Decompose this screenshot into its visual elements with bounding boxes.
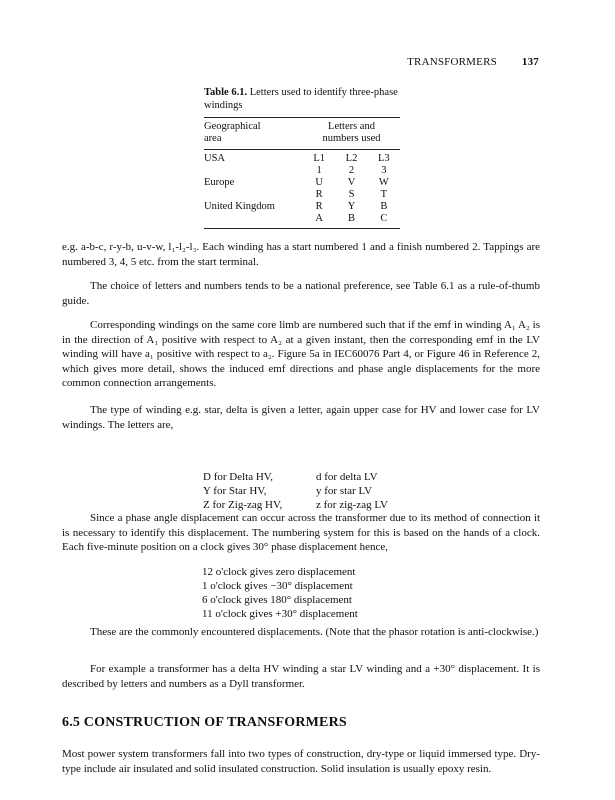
letters-table: [204, 118, 400, 229]
table-cell: B: [380, 201, 388, 212]
table-row: [204, 177, 400, 189]
winding-code-row: [203, 498, 443, 512]
paragraph-common-displacements: These are the commonly encountered displacements. (Note that the phasor rotation is anti-clockwise.): [90, 626, 539, 638]
table-cell: L3: [377, 153, 390, 164]
header-left-line: area: [204, 133, 222, 144]
table-row: [204, 213, 400, 229]
table-cell: V: [347, 177, 356, 188]
paragraph-winding-type: The type of winding e.g. star, delta is given a letter, again upper case for HV and lower case for LV windings. The letters are,: [62, 404, 540, 431]
table-caption: [204, 86, 400, 112]
table-cell-area: [204, 189, 303, 201]
table-cell: C: [380, 213, 388, 224]
table-cell-area: [204, 165, 303, 177]
winding-code-row: [203, 470, 443, 484]
table-cell: Y: [347, 201, 356, 212]
table-cell: 2: [348, 165, 355, 176]
winding-code-row: [203, 484, 443, 498]
header-left-line: Geographical: [204, 121, 261, 132]
clock-position-item: 12 o'clock gives zero displacement: [202, 566, 356, 578]
clock-position-item: 11 o'clock gives +30° displacement: [202, 608, 358, 620]
lv-code: y for star LV: [316, 485, 373, 497]
table-6-1: [204, 86, 400, 229]
table-cell: U: [315, 177, 323, 188]
table-cell: B: [347, 213, 355, 224]
table-cell: S: [348, 189, 355, 200]
table-cell-area: [204, 213, 303, 229]
table-cell: A: [315, 213, 323, 224]
table-caption-label: Table 6.1.: [204, 87, 248, 98]
hv-code: Y for Star HV,: [203, 485, 267, 497]
table-row: [204, 150, 400, 166]
header-right-line: numbers used: [322, 133, 381, 144]
lv-code: z for zig-zag LV: [316, 499, 388, 511]
clock-position-item: 1 o'clock gives −30° displacement: [202, 580, 353, 592]
paragraph-winding-numbering: e.g. a-b-c, r-y-b, u-v-w, l₁-l₂-l₃. Each winding has a start numbered 1 and a finish numbered 2. Tappings are numbered 3, 4, 5 etc. from the start terminal.: [62, 241, 540, 268]
table-row: [204, 201, 400, 213]
table-cell: L1: [313, 153, 325, 164]
running-head-chapter: TRANSFORMERS: [407, 56, 497, 68]
section-heading: 6.5 CONSTRUCTION OF TRANSFORMERS: [62, 715, 347, 730]
table-cell: T: [380, 189, 388, 200]
lv-code: d for delta LV: [316, 471, 378, 483]
table-cell: L2: [345, 153, 358, 164]
hv-code: Z for Zig-zag HV,: [203, 499, 283, 511]
table-cell-area: Europe: [204, 177, 235, 188]
table-caption-text: Letters used to identify three-phase windings: [204, 87, 398, 111]
header-geographical-area: [204, 118, 303, 150]
paragraph-phase-displacement: Since a phase angle displacement can occur across the transformer due to its method of connection it is necessary to identify this displacement. The numbering system for this is based on the hands of a clock. Each five-minute position on a clock gives 30° phase displacement hence,: [62, 512, 540, 553]
table-cell-area: United Kingdom: [204, 201, 275, 212]
page-number: 137: [521, 56, 539, 68]
winding-code-list: [203, 470, 443, 512]
paragraph-construction-types: Most power system transformers fall into two types of construction, dry-type or liquid immersed type. Dry-type include air insulated and solid insulated construction. Solid insulation is usually epoxy resin.: [62, 748, 540, 775]
clock-position-list: [202, 565, 442, 621]
running-head: [407, 56, 539, 68]
clock-position-item: 6 o'clock gives 180° displacement: [202, 594, 352, 606]
table-row: [204, 165, 400, 177]
header-right-line: Letters and: [328, 121, 375, 132]
table-cell: R: [315, 201, 323, 212]
table-cell: 1: [316, 165, 322, 176]
header-letters-numbers: [303, 118, 400, 150]
table-cell: 3: [381, 165, 387, 176]
table-cell-area: USA: [204, 153, 226, 164]
table-cell: W: [378, 177, 389, 188]
paragraph-national-preference: The choice of letters and numbers tends to be a national preference, see Table 6.1 as a rule-of-thumb guide.: [62, 280, 540, 307]
paragraph-dyll-example: For example a transformer has a delta HV winding a star LV winding and a +30° displacement. It is described by letters and numbers as a Dyll transformer.: [62, 663, 540, 690]
table-row: [204, 189, 400, 201]
table-cell: R: [315, 189, 323, 200]
paragraph-corresponding-windings: Corresponding windings on the same core limb are numbered such that if the emf in winding A₁ A₂ is in the direction of A₁ positive with respect to A₂ at a given instant, then the corresponding emf in the LV winding will have a₁ positive with respect to a₂. Figure 5a in IEC60076 Part 4, or Figure 46 in Reference 2, which gives more detail, shows the induced emf directions and phase angle displacements for the more common connection arrangements.: [62, 319, 540, 389]
table-header-row: [204, 118, 400, 150]
hv-code: D for Delta HV,: [203, 471, 274, 483]
